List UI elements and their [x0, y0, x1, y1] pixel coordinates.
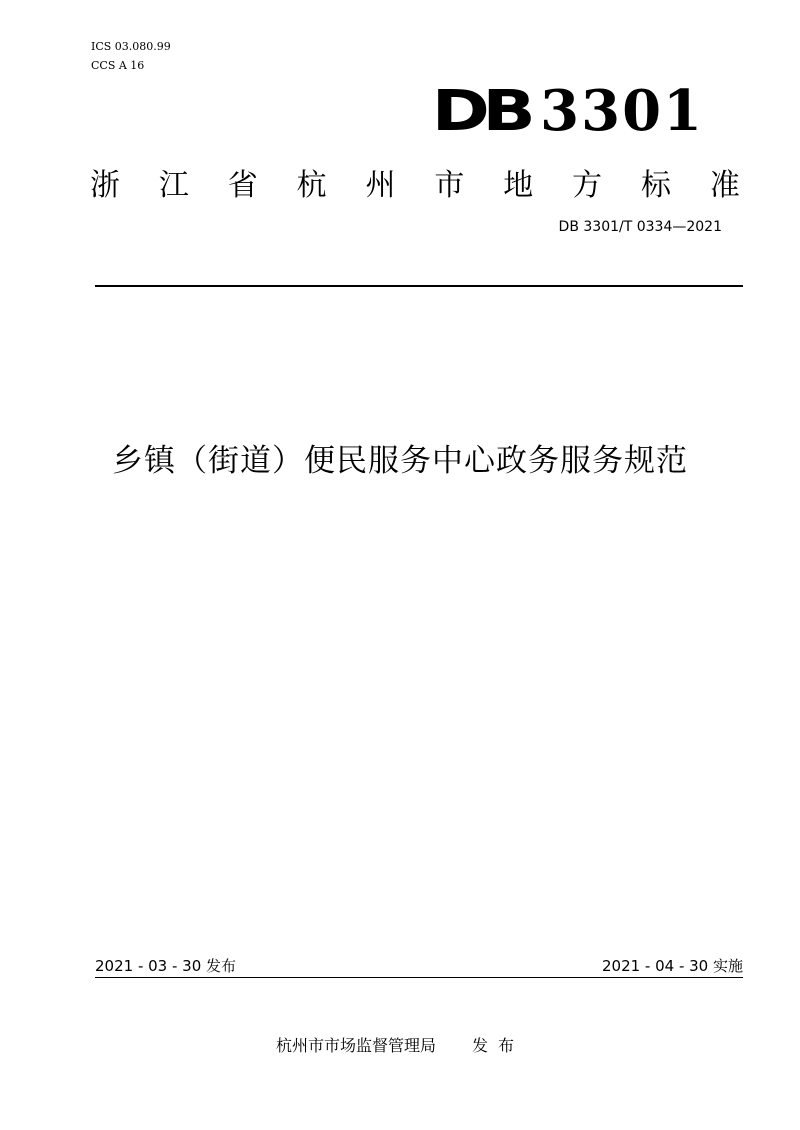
standard-type: [90, 166, 740, 206]
standard-type-char: 市: [434, 168, 465, 203]
standard-type-char: 浙: [90, 168, 120, 203]
db-logo-number: 3301: [540, 78, 704, 144]
top-divider: [95, 285, 743, 287]
issue-date: 2021 - 03 - 30 发布: [95, 957, 237, 975]
standard-type-char: 州: [365, 168, 396, 203]
standard-type-char: 方: [572, 168, 603, 203]
standard-type-char: 准: [709, 168, 740, 203]
standard-number: DB 3301/T 0334—2021: [558, 219, 722, 235]
db-logo-letters: DB: [431, 79, 529, 144]
standard-type-char: 省: [227, 168, 258, 203]
bottom-divider: [95, 977, 743, 978]
db-logo: [431, 78, 704, 144]
standard-type-char: 杭: [296, 168, 327, 203]
ccs-code: CCS A 16: [91, 59, 145, 72]
standard-type-char: 地: [503, 168, 534, 203]
standard-type-char: 江: [158, 168, 189, 203]
issuer: [0, 1033, 800, 1056]
issuer-name: 杭州市市场监督管理局: [275, 1036, 436, 1055]
document-title: 乡镇（街道）便民服务中心政务服务规范: [112, 443, 688, 479]
standard-type-char: 标: [641, 168, 671, 203]
implementation-date: 2021 - 04 - 30 实施: [601, 957, 743, 975]
ics-code: ICS 03.080.99: [91, 40, 171, 53]
issuer-verb: 发布: [472, 1036, 525, 1055]
